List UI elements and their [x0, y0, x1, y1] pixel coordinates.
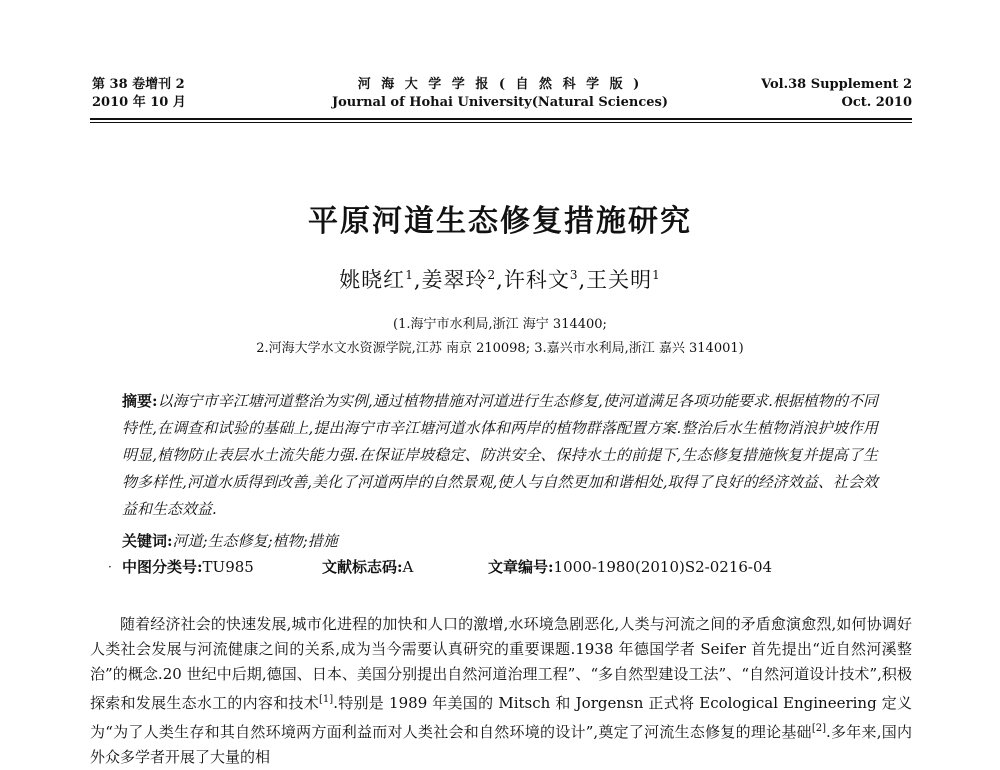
author-separator: , — [413, 268, 422, 292]
journal-name-cn: 河 海 大 学 学 报 ( 自 然 科 学 版 ) — [357, 77, 643, 92]
author-name: 许科文 — [503, 268, 570, 292]
author-separator: , — [496, 268, 504, 292]
citation-ref: [1] — [319, 694, 334, 705]
margin-dot: · — [108, 560, 112, 574]
citation-ref: [2] — [811, 723, 826, 734]
author-separator: , — [578, 268, 587, 292]
article-label: 文章编号: — [488, 558, 554, 576]
doc-label: 文献标志码: — [322, 558, 403, 576]
header-volume: 第 38 卷增刊 2 — [92, 77, 185, 92]
classification-line — [122, 556, 878, 578]
author-list — [0, 264, 1000, 294]
author-name: 姜翠玲 — [421, 268, 488, 292]
author-affil-mark: 1 — [652, 268, 661, 282]
keywords-text: 河道;生态修复;植物;措施 — [172, 532, 338, 550]
header-date-en: Oct. 2010 — [841, 95, 912, 110]
abstract-label: 摘要: — [122, 392, 158, 410]
author-affil-mark: 2 — [487, 268, 497, 282]
abstract — [122, 388, 878, 523]
header-date-cn: 2010 年 10 月 — [92, 95, 186, 110]
clc-number — [122, 556, 322, 578]
affiliation-line-2: 2.河海大学水文水资源学院,江苏 南京 210098; 3.嘉兴市水利局,浙江 嘉兴 314001) — [256, 341, 744, 356]
document-code — [322, 556, 488, 578]
paper-title: 平原河道生态修复措施研究 — [308, 204, 692, 239]
clc-value: TU985 — [202, 558, 254, 576]
keywords — [122, 528, 878, 555]
author-affil-mark: 3 — [569, 268, 579, 282]
header-supplement-en: Vol.38 Supplement 2 — [761, 77, 912, 92]
body-text-segment: 随着经济社会的快速发展,城市化进程的加快和人口的激增,水环境急剧恶化,人类与河流之间的矛盾愈演愈烈,如何协调好人类社会发展与河流健康之间的关系,成为当今需要认真研究的重要课题.1938 年德国学者 Seifer 首先提出“近自然河溪整治”的概念.20 世纪中后期,德国、日本、美国分别提出自然河道治理工程”、“多自然型建设工法”、“自然河道设计技术”,积极探索和发展生态水工的内容和技术 — [90, 615, 912, 712]
body-text-segment: .多年来,国内外众多学者开展了大量的相 — [90, 723, 912, 766]
author-affil-mark: 1 — [405, 268, 414, 282]
affiliation-line-1: (1.海宁市水利局,浙江 海宁 314400; — [393, 317, 607, 332]
author-name: 姚晓红 — [339, 268, 406, 292]
author-name: 王关明 — [586, 268, 653, 292]
keywords-label: 关键词: — [122, 532, 173, 550]
doc-value: A — [402, 558, 414, 576]
article-number — [488, 556, 772, 578]
body-text-segment: .特别是 1989 年美国的 Mitsch 和 Jorgensn 正式将 Ecological Engineering 定义为“为了人类生存和其自然环境两方面利益而对人类社会和自然环境的设计”,奠定了河流生态修复的理论基础 — [90, 694, 912, 741]
body-paragraph — [90, 612, 912, 770]
article-value: 1000-1980(2010)S2-0216-04 — [553, 558, 773, 576]
header-volume-en — [761, 76, 912, 112]
header-rule-thin — [90, 122, 912, 123]
abstract-text: 以海宁市辛江塘河道整治为实例,通过植物措施对河道进行生态修复,使河道满足各项功能要求.根据植物的不同特性,在调查和试验的基础上,提出海宁市辛江塘河道水体和两岸的植物群落配置方案.整治后水生植物消浪护坡作用明显,植物防止表层水土流失能力强.在保证岸坡稳定、防洪安全、保持水土的前提下,生态修复措施恢复并提高了生物多样性,河道水质得到改善,美化了河道两岸的自然景观,使人与自然更加和谐相处,取得了良好的经济效益、社会效益和生态效益. — [122, 392, 878, 518]
header-rule-thick — [90, 118, 912, 120]
clc-label: 中图分类号: — [122, 558, 203, 576]
body-text — [90, 612, 912, 770]
journal-name-en: Journal of Hohai University(Natural Sciences) — [331, 95, 669, 110]
